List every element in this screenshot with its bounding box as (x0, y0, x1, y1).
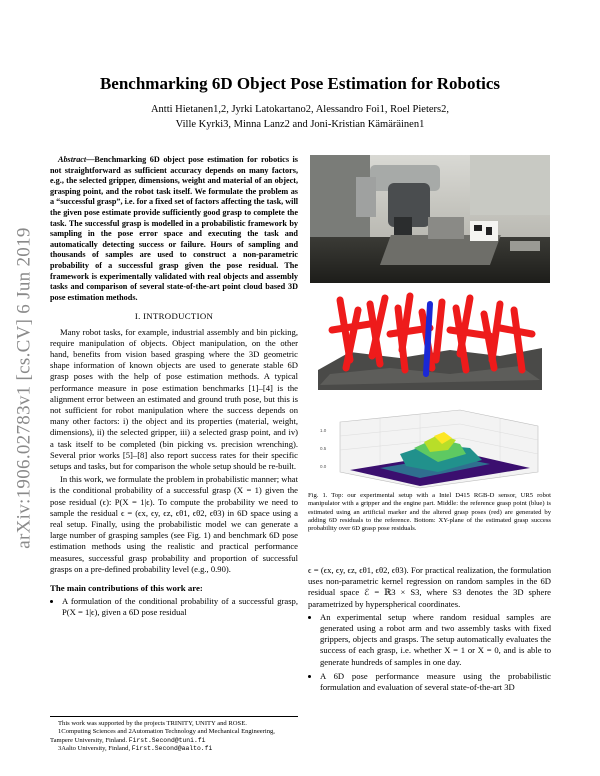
intro-paragraph-2: In this work, we formulate the problem in probabilistic manner; what is the conditional probability of a successful grasp (X = 1) given the pose residual (ϵ): P(X = 1|ϵ). To compute the probability we need to sample the residual ϵ = (ϵx, ϵy, ϵz, ϵθ1, ϵθ2, ϵθ3) in 6D space using a real setup. Finally, using the probabilistic model we can generate a large number of grasping samples (see Fig. 1) and benchmark 6D pose estimation methods using the realistic and practical performance measures, successful grasp probability and proportion of successful grasps on a pre-defined probability level (e.g., 0.90). (50, 474, 298, 574)
abstract-text: —Benchmarking 6D object pose estimation for robotics is not straightforward as sufficient accuracy depends on many factors, e.g., the selected gripper, dimensions, weight and material of an object, grasping point, and the robot task itself. We formulate the problem as a “successful grasp”, i.e. for a fixed set of factors affecting the task, will the given pose estimate provide sufficiently good grasp to complete the task. The successful grasp is modelled in a probabilistic framework by sampling in the pose error space and executing the task and automatically detecting success or failure. Hours of sampling and thousands of samples are used to construct a non-parametric probability of a successful grasp given the pose residual. The framework is experimentally validated with real objects and assembly tasks and comparison of several state-of-the-art point cloud based 3D pose estimation methods. (50, 155, 298, 302)
authors-line-2: Ville Kyrki3, Minna Lanz2 and Joni-Kristian Kämäräinen1 (175, 119, 425, 130)
section-heading: I. INTRODUCTION (134, 311, 214, 322)
right-column-text (308, 565, 551, 696)
footnote-funding: This work was supported by the projects TRINITY, UNITY and ROSE. (58, 720, 247, 727)
contributions-list (50, 596, 298, 618)
authors-line-1: Antti Hietanen1,2, Jyrki Latokartano2, Alessandro Foi1, Roel Pieters2, (150, 104, 450, 115)
footnote-affiliation-1: 1Computing Sciences and 2Automation Technology and Mechanical Engineering, Tampere University, Finland. First.Second@tuni.fi (50, 728, 275, 744)
right-bullet-1: • An experimental setup where random residual samples are generated using a robot arm and two assembly tasks with fixed grippers, objects and grasps. The setup automatically evaluates the success of each grasp, i.e. whether X = 1 or X = 0, and is able to generate hundreds of samples in one day. (320, 612, 551, 668)
right-bullet-list (308, 612, 551, 693)
svg-text:0.5: 0.5 (320, 446, 327, 451)
grasp-poses-plot (310, 290, 550, 395)
footnote (50, 716, 298, 754)
contribution-item: • A formulation of the conditional probability of a successful grasp, P(X = 1|ϵ), given a 6D pose residual (62, 596, 298, 618)
svg-text:0.0: 0.0 (320, 464, 327, 469)
right-paragraph-1: ϵ = (ϵx, ϵy, ϵz, ϵθ1, ϵθ2, ϵθ3). For practical realization, the formulation uses non-parametric kernel regression on random samples in the 6D residual space ℰ = ℝ3 × S3, where S3 denotes the 3D sphere parametrized by hyperspherical coordinates. (308, 565, 551, 609)
footnote-affiliation-2: 3Aalto University, Finland, First.Second@aalto.fi (58, 745, 213, 753)
abstract-label: Abstract (58, 155, 87, 164)
figure-caption: Fig. 1. Top: our experimental setup with a Intel D415 RGB-D sensor, UR5 robot manipulator with a gripper and the engine part. Middle: the reference grasp point (blue) is estimated using an artificial marker and the altered grasp poses (red) are generated by adding 6D residuals to the reference. Bottom: XY-plane of the estimated grasp success probability over 6D grasp pose residuals. (308, 492, 551, 533)
paper-title: Benchmarking 6D Object Pose Estimation for Robotics (99, 74, 501, 93)
figure-1 (310, 155, 550, 507)
arxiv-stamp (10, 208, 40, 568)
probability-surface-plot (310, 402, 550, 502)
intro-paragraph-1: Many robot tasks, for example, industrial assembly and bin picking, require manipulation of objects. Object manipulation, on the other hand, benefits from vision based grasping where the 3D geometric shape information of known objects are used to generate stable 6D grasp poses with the help of pose estimation methods. A typical performance measure in pose estimation benchmarks [1]–[4] is the alignment error between an estimated and ground truth pose, but this is not sufficient for robot manipulation where the success depends on many other factors: i) the object and its properties (material, weight, dimensions), ii) the selected gripper, iii) a selected grasp point, and iv) a task itself to be completed (bin picking vs. precision wrenching). Several prior works [5]–[8] also report success rates for their specific setups and tasks, but for comparison the whole setup should be re-built. (50, 326, 298, 471)
authors (110, 102, 490, 132)
arxiv-stamp-text: arXiv:1906.02783v1 [cs.CV] 6 Jun 2019 (14, 227, 36, 549)
robot-setup-photo (310, 155, 550, 283)
email-tuni: First.Second@tuni.fi (128, 736, 206, 744)
right-bullet-2: • A 6D pose performance measure using the probabilistic formulation and evaluation of several state-of-the-art 3D (320, 671, 551, 693)
svg-text:1.0: 1.0 (320, 428, 327, 433)
abstract (50, 155, 298, 303)
left-column (50, 155, 298, 622)
contributions-heading: The main contributions of this work are: (50, 582, 203, 593)
email-aalto: First.Second@aalto.fi (131, 745, 213, 753)
